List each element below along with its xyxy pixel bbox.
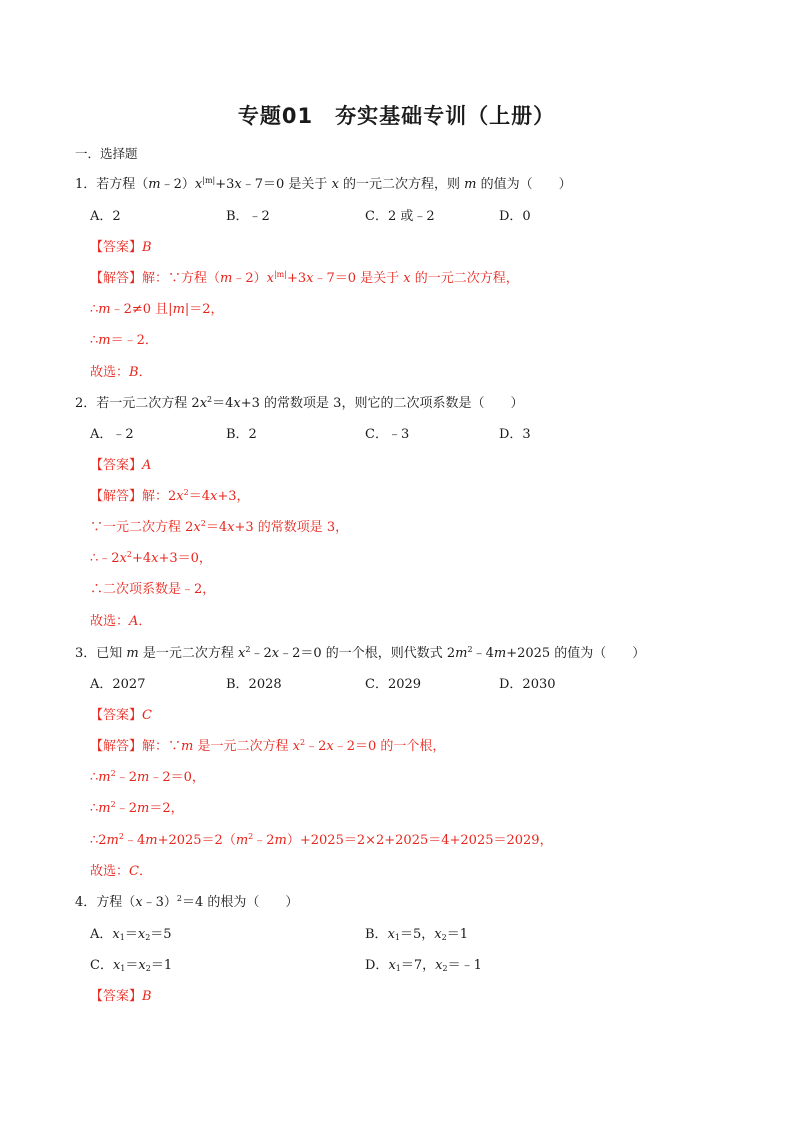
q2-solution-line-4: ∴二次项系数是﹣2， — [90, 582, 216, 597]
q3-answer: 【答案】C — [90, 708, 152, 723]
page-title: 专题01 夯实基础专训（上册） — [237, 104, 556, 128]
q2-answer: 【答案】A — [90, 458, 152, 473]
q2-option-c: C．﹣3 — [365, 427, 410, 442]
q1-answer: 【答案】B — [90, 240, 152, 255]
q1-option-c: C．2 或﹣2 — [365, 209, 435, 224]
q2-option-b: B．2 — [226, 427, 257, 442]
q3-final: 故选：C． — [90, 864, 152, 879]
q4-option-a: A．$x_1=x_2=5$ — [90, 927, 172, 942]
q4-answer: 【答案】B — [90, 989, 152, 1004]
q2-solution-line-2: ∵一元二次方程 $2x^2=4x+3$ 的常数项是 3， — [90, 519, 349, 535]
q2-solution-line-3: $\therefore﹣2x^2+4x+3=0$， — [90, 550, 212, 566]
q3-option-b: B．2028 — [226, 677, 282, 692]
q3-solution-line-3: $\therefore m^2﹣2m=2$， — [90, 800, 184, 816]
q1-option-b: B．﹣2 — [226, 209, 270, 224]
q3-option-c: C．2029 — [365, 677, 422, 692]
q4-option-d: D．$x_1=7$，$x_2=﹣1$ — [365, 958, 482, 973]
question-2: 2．若一元二次方程 $2x^2=4x+3$ 的常数项是 3，则它的二次项系数是（ ） — [75, 395, 524, 411]
q2-option-d: D．3 — [499, 427, 531, 442]
question-3: 3．已知 m 是一元二次方程 $x^2﹣2x﹣2=0$ 的一个根，则代数式 $2m^2﹣4m+2025$ 的值为（ ） — [75, 645, 646, 661]
section-heading: 一．选择题 — [75, 146, 138, 161]
q2-option-a: A．﹣2 — [90, 427, 134, 442]
q4-option-c: C．$x_1=x_2=1$ — [90, 958, 173, 973]
question-4: 4．方程（x﹣3）$^2$＝4 的根为（ ） — [75, 894, 299, 910]
q1-option-d: D．0 — [499, 209, 531, 224]
q1-solution-line-1: 【解答】解：∵方程$(m﹣2)x^{|m|}+3x﹣7=0$ 是关于 x 的一元二次方程， — [90, 270, 519, 286]
q1-solution-line-2: ∴m﹣2≠0 且|m|＝2， — [90, 302, 224, 317]
q3-solution-line-2: $\therefore m^2﹣2m﹣2=0$， — [90, 769, 205, 785]
q1-option-a: A．2 — [90, 209, 121, 224]
q3-option-d: D．2030 — [499, 677, 556, 692]
q3-solution-line-4: $\therefore 2m^2﹣4m+2025=2(m^2﹣2m)+2025=2\times 2+2025=4+2025=2029$， — [90, 832, 553, 848]
q2-solution-line-1: 【解答】解：$2x^2=4x+3$， — [90, 488, 250, 504]
q1-solution-line-3: ∴m＝﹣2． — [90, 333, 158, 348]
q4-option-b: B．$x_1=5$，$x_2=1$ — [365, 927, 468, 942]
q1-final: 故选：B． — [90, 365, 152, 380]
q2-final: 故选：A． — [90, 614, 152, 629]
question-1: 1．若方程$(m﹣2)x^{|m|}+3x﹣7=0$ 是关于 x 的一元二次方程，则 m 的值为（ ） — [75, 176, 572, 192]
q3-option-a: A．2027 — [90, 677, 146, 692]
q3-solution-line-1: 【解答】解：∵m 是一元二次方程 $x^2﹣2x﹣2=0$ 的一个根， — [90, 738, 446, 754]
